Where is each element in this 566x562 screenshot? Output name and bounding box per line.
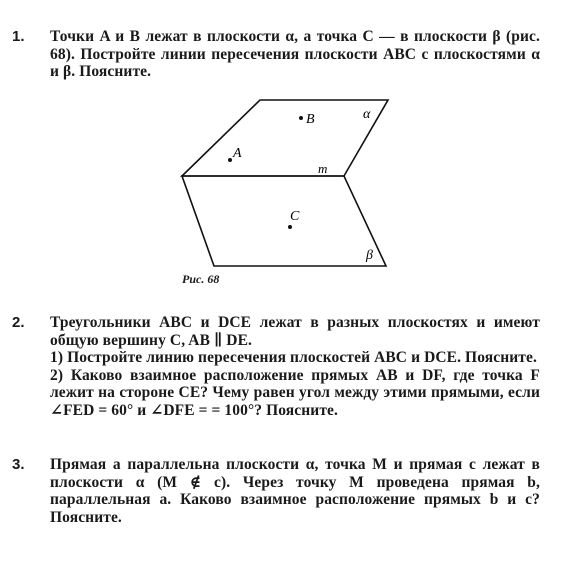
problem-number: 3. [12, 456, 25, 473]
problem-2-part2: 2) Каково взаимное расположение прямых AB и DF, где точка F лежит на стороне CE? Чему равен угол между этими прямыми, если ∠FED = 60° и ∠DFE = = 100°? Поясните. [50, 366, 540, 419]
plane-beta [182, 176, 386, 266]
label-m: m [318, 161, 328, 176]
label-a: A [233, 146, 242, 161]
problem-number: 1. [12, 28, 25, 45]
label-c: C [290, 209, 300, 224]
point-c [288, 225, 292, 229]
point-a [228, 158, 232, 162]
label-beta: β [366, 248, 373, 263]
plane-alpha [182, 100, 388, 176]
problem-2-intro: Треугольники ABC и DCE лежат в разных плоскостях и имеют общую вершину C, AB ∥ DE. [50, 314, 540, 349]
figure-caption: Рис. 68 [182, 272, 220, 286]
problem-text [50, 314, 540, 419]
problem-2-part1: 1) Постройте линию пересечения плоскостей ABC и DCE. Поясните. [50, 349, 537, 366]
label-b: B [306, 112, 315, 127]
label-alpha: α [363, 107, 371, 122]
problem-text [50, 456, 540, 526]
point-b [299, 116, 303, 120]
problem-1-text: Точки A и B лежат в плоскости α, а точка C — в плоскости β (рис. 68). Постройте линии пересечения плоскости ABC с плоскостями α и β. Поясните. [50, 28, 540, 80]
problem-number: 2. [12, 314, 25, 331]
problem-3-text: Прямая a параллельна плоскости α, точка M и прямая c лежат в плоскости α (M ∉ c). Через точку M проведена прямая b, параллельная a. Каково взаимное расположение прямых b и c? Поясните. [50, 456, 540, 526]
